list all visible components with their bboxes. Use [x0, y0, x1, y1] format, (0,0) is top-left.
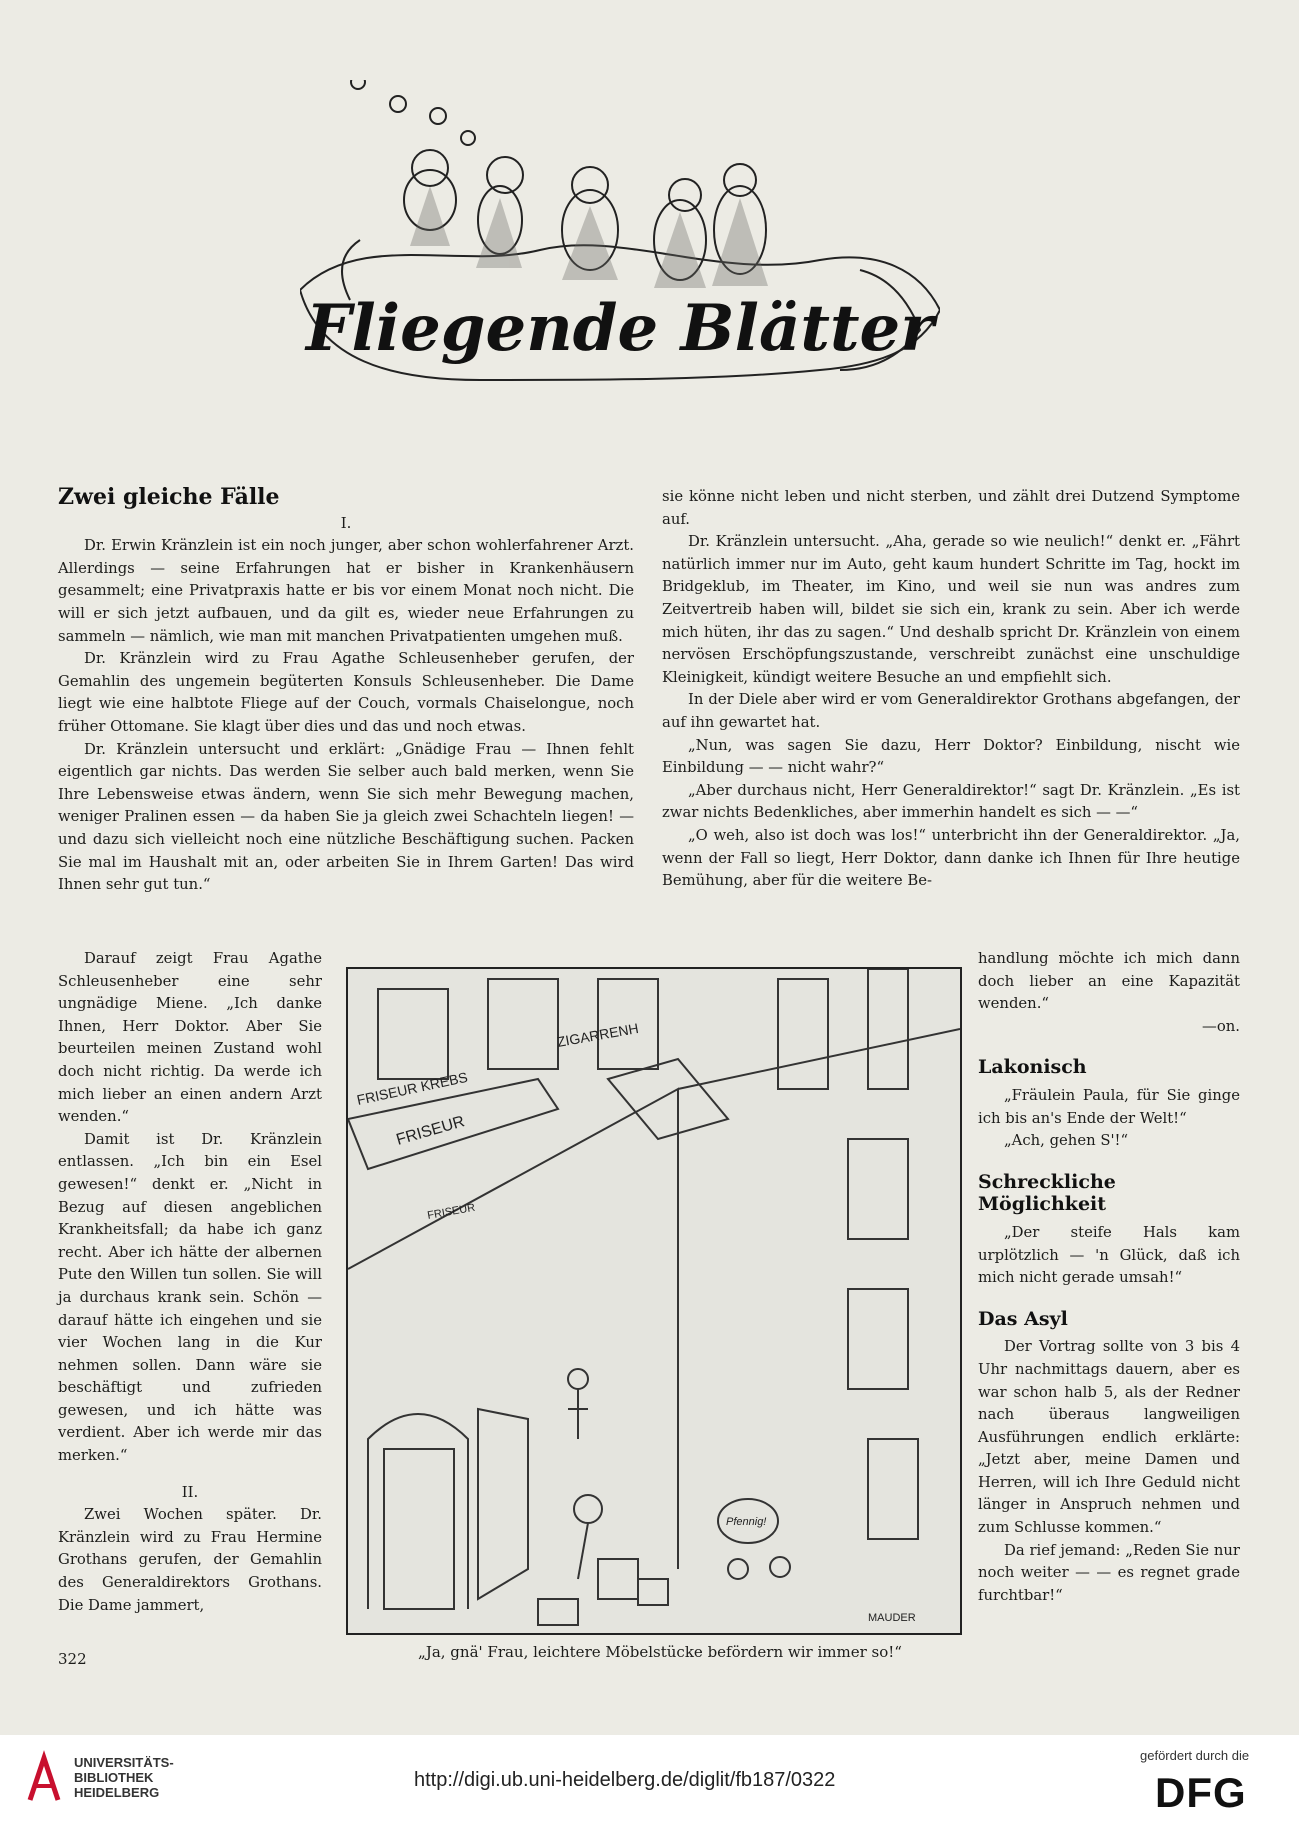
shop-sign-friseur-krebs: FRISEUR KREBS	[355, 1068, 469, 1108]
section-heading: I.	[340, 514, 352, 532]
article-continued-narrow	[58, 948, 322, 1617]
article-title-das-asyl: Das Asyl	[978, 1307, 1068, 1330]
paragraph: „Nun, was sagen Sie dazu, Herr Doktor? Einbildung, nischt wie Einbildung — — nicht wahr?“	[662, 736, 1240, 777]
section-heading: II.	[181, 1483, 199, 1501]
sidebar-column	[978, 948, 1240, 1607]
masthead-banner	[300, 80, 940, 460]
cartoon-illustration	[346, 967, 962, 1635]
window-sign-friseur: FRISEUR	[426, 1201, 477, 1222]
paragraph: Dr. Erwin Kränzlein ist ein noch junger, aber schon wohlerfahrener Arzt. Allerdings — seine Erfahrungen hat er bisher in Krankenhäusern gesammelt; eine Privatpraxis hatte er bis vor einem Monat noch nicht. Die will er sich jetzt aufbauen, und da gilt es, wieder neue Erfahrungen zu sammeln — nämlich, wie man mit manchen Privatpatienten umgehen muß.	[58, 537, 634, 645]
shop-sign-zigarren: ZIGARRENH	[555, 1019, 640, 1050]
paragraph: „Fräulein Paula, für Sie ginge ich bis an's Ende der Welt!“	[978, 1086, 1240, 1127]
university-library-logo-icon	[24, 1750, 64, 1810]
signature: —on.	[1202, 1017, 1240, 1035]
library-name-line: BIBLIOTHEK	[74, 1770, 154, 1785]
paragraph: Dr. Kränzlein untersucht und erklärt: „Gnädige Frau — Ihnen fehlt eigentlich gar nichts. Das werden Sie selber auch bald merken, wenn Sie Ihre Lebensweise etwas ändern, wenn Sie sich mehr Bewegung machen, weniger Pralinen essen — da haben Sie ja gleich zwei Schachteln liegen! — und dazu sich vielleicht noch eine nützliche Beschäftigung suchen. Packen Sie mal im Haushalt mit an, oder arbeiten Sie in Ihrem Garten! Das wird Ihnen sehr gut tun.“	[58, 740, 634, 894]
paragraph: „Der steife Hals kam urplötzlich — 'n Glück, daß ich mich nicht gerade umsah!“	[978, 1223, 1240, 1287]
footer-bar	[0, 1735, 1299, 1831]
paragraph: „Aber durchaus nicht, Herr Generaldirektor!“ sagt Dr. Kränzlein. „Es ist zwar nichts Bedenkliches, aber immerhin handelt es sich — —“	[662, 781, 1240, 822]
paragraph: handlung möchte ich mich dann doch lieber an eine Kapazität wenden.“	[978, 950, 1240, 1013]
paragraph: sie könne nicht leben und nicht sterben, und zählt drei Dutzend Symptome auf.	[662, 488, 1240, 528]
page-number: 322	[58, 1650, 87, 1668]
article-zwei-gleiche-faelle	[58, 486, 634, 897]
dfg-logo: DFG	[1155, 1769, 1247, 1816]
article-continued-right	[662, 486, 1240, 893]
paragraph: Damit ist Dr. Kränzlein entlassen. „Ich bin ein Esel gewesen!“ denkt er. „Nicht in Bezug auf diesen angeblichen Krankheitsfall; da habe ich ganz recht. Aber ich hätte der albernen Pute den Willen tun sollen. Sie will ja durchaus krank sein. Schön — darauf hätte ich eingehen und sie vier Wochen lang in die Kur nehmen sollen. Dann wäre sie beschäftigt und zufrieden gewesen, und ich hätte was verdient. Aber ich werde mir das merken.“	[58, 1130, 322, 1465]
paragraph: Dr. Kränzlein untersucht. „Aha, gerade so wie neulich!“ denkt er. „Fährt natürlich immer nur im Auto, geht kaum hundert Schritte im Tag, hockt im Bridgeklub, im Theater, im Kino, und weil sie nun was andres zum Zeitvertreib haben will, bildet sie sich ein, krank zu sein. Aber ich werde mich hüten, ihr das zu sagen.“ Und deshalb spricht Dr. Kränzlein von einem nervösen Erschöpfungszustande, verschreibt zunächst eine unschuldige Kleinigkeit, kündigt weitere Besuche an und empfiehlt sich.	[662, 533, 1240, 686]
article-title-schreckliche-moeglichkeit: Schreckliche Möglichkeit	[978, 1170, 1116, 1216]
paragraph: „O weh, also ist doch was los!“ unterbricht ihn der Generaldirektor. „Ja, wenn der Fall so liegt, Herr Doktor, dann danke ich Ihnen für Ihre heutige Bemühung, aber für die weitere Be-	[662, 826, 1240, 890]
awning-sign-friseur: FRISEUR	[394, 1113, 467, 1149]
cartoon-drawing	[348, 969, 960, 1633]
funding-label: gefördert durch die	[1140, 1748, 1250, 1763]
cartoon-caption: „Ja, gnä' Frau, leichtere Möbelstücke befördern wir immer so!“	[418, 1643, 902, 1661]
article-title: Zwei gleiche Fälle	[58, 484, 280, 510]
paragraph: Da rief jemand: „Reden Sie nur noch weiter — — es regnet grade furchtbar!“	[978, 1541, 1240, 1604]
paragraph: Der Vortrag sollte von 3 bis 4 Uhr nachmittags dauern, aber es war schon halb 5, als der Redner nach überaus langweiligen Ausführungen endlich erklärte: „Jetzt aber, meine Damen und Herren, will ich Ihre Geduld nicht länger in Anspruch nehmen und zum Schlusse kommen.“	[978, 1338, 1240, 1537]
library-name	[74, 1755, 174, 1800]
masthead-title: Fliegende Blätter	[306, 291, 934, 366]
paragraph: In der Diele aber wird er vom Generaldirektor Grothans abgefangen, der auf ihn gewartet hat.	[662, 691, 1240, 731]
library-name-line: UNIVERSITÄTS-	[74, 1755, 174, 1770]
artist-signature: MAUDER	[868, 1612, 916, 1624]
library-name-line: HEIDELBERG	[74, 1785, 160, 1800]
article-title-lakonisch: Lakonisch	[978, 1056, 1087, 1079]
paragraph: Darauf zeigt Frau Agathe Schleusenheber eine sehr ungnädige Miene. „Ich danke Ihnen, Herr Doktor. Aber Sie beurteilen meinen Zustand wohl doch nicht richtig. Da werde ich mich lieber an einen andern Arzt wenden.“	[58, 950, 322, 1126]
speech-bubble-text: Pfennig!	[726, 1516, 767, 1528]
paragraph: Dr. Kränzlein wird zu Frau Agathe Schleusenheber gerufen, der Gemahlin des ungemein begüterten Konsuls Schleusenheber. Die Dame liegt wie eine halbtote Fliege auf der Couch, vormals Chaiselongue, noch früher Ottomane. Sie klagt über dies und das und noch etwas.	[58, 650, 634, 735]
paragraph: Zwei Wochen später. Dr. Kränzlein wird zu Frau Hermine Grothans gerufen, der Gemahlin des Generaldirektors Grothans. Die Dame jammert,	[58, 1506, 322, 1614]
paragraph: „Ach, gehen S'!“	[1004, 1132, 1129, 1150]
digital-copy-url-link[interactable]: http://digi.ub.uni-heidelberg.de/diglit/fb187/0322	[414, 1769, 836, 1791]
